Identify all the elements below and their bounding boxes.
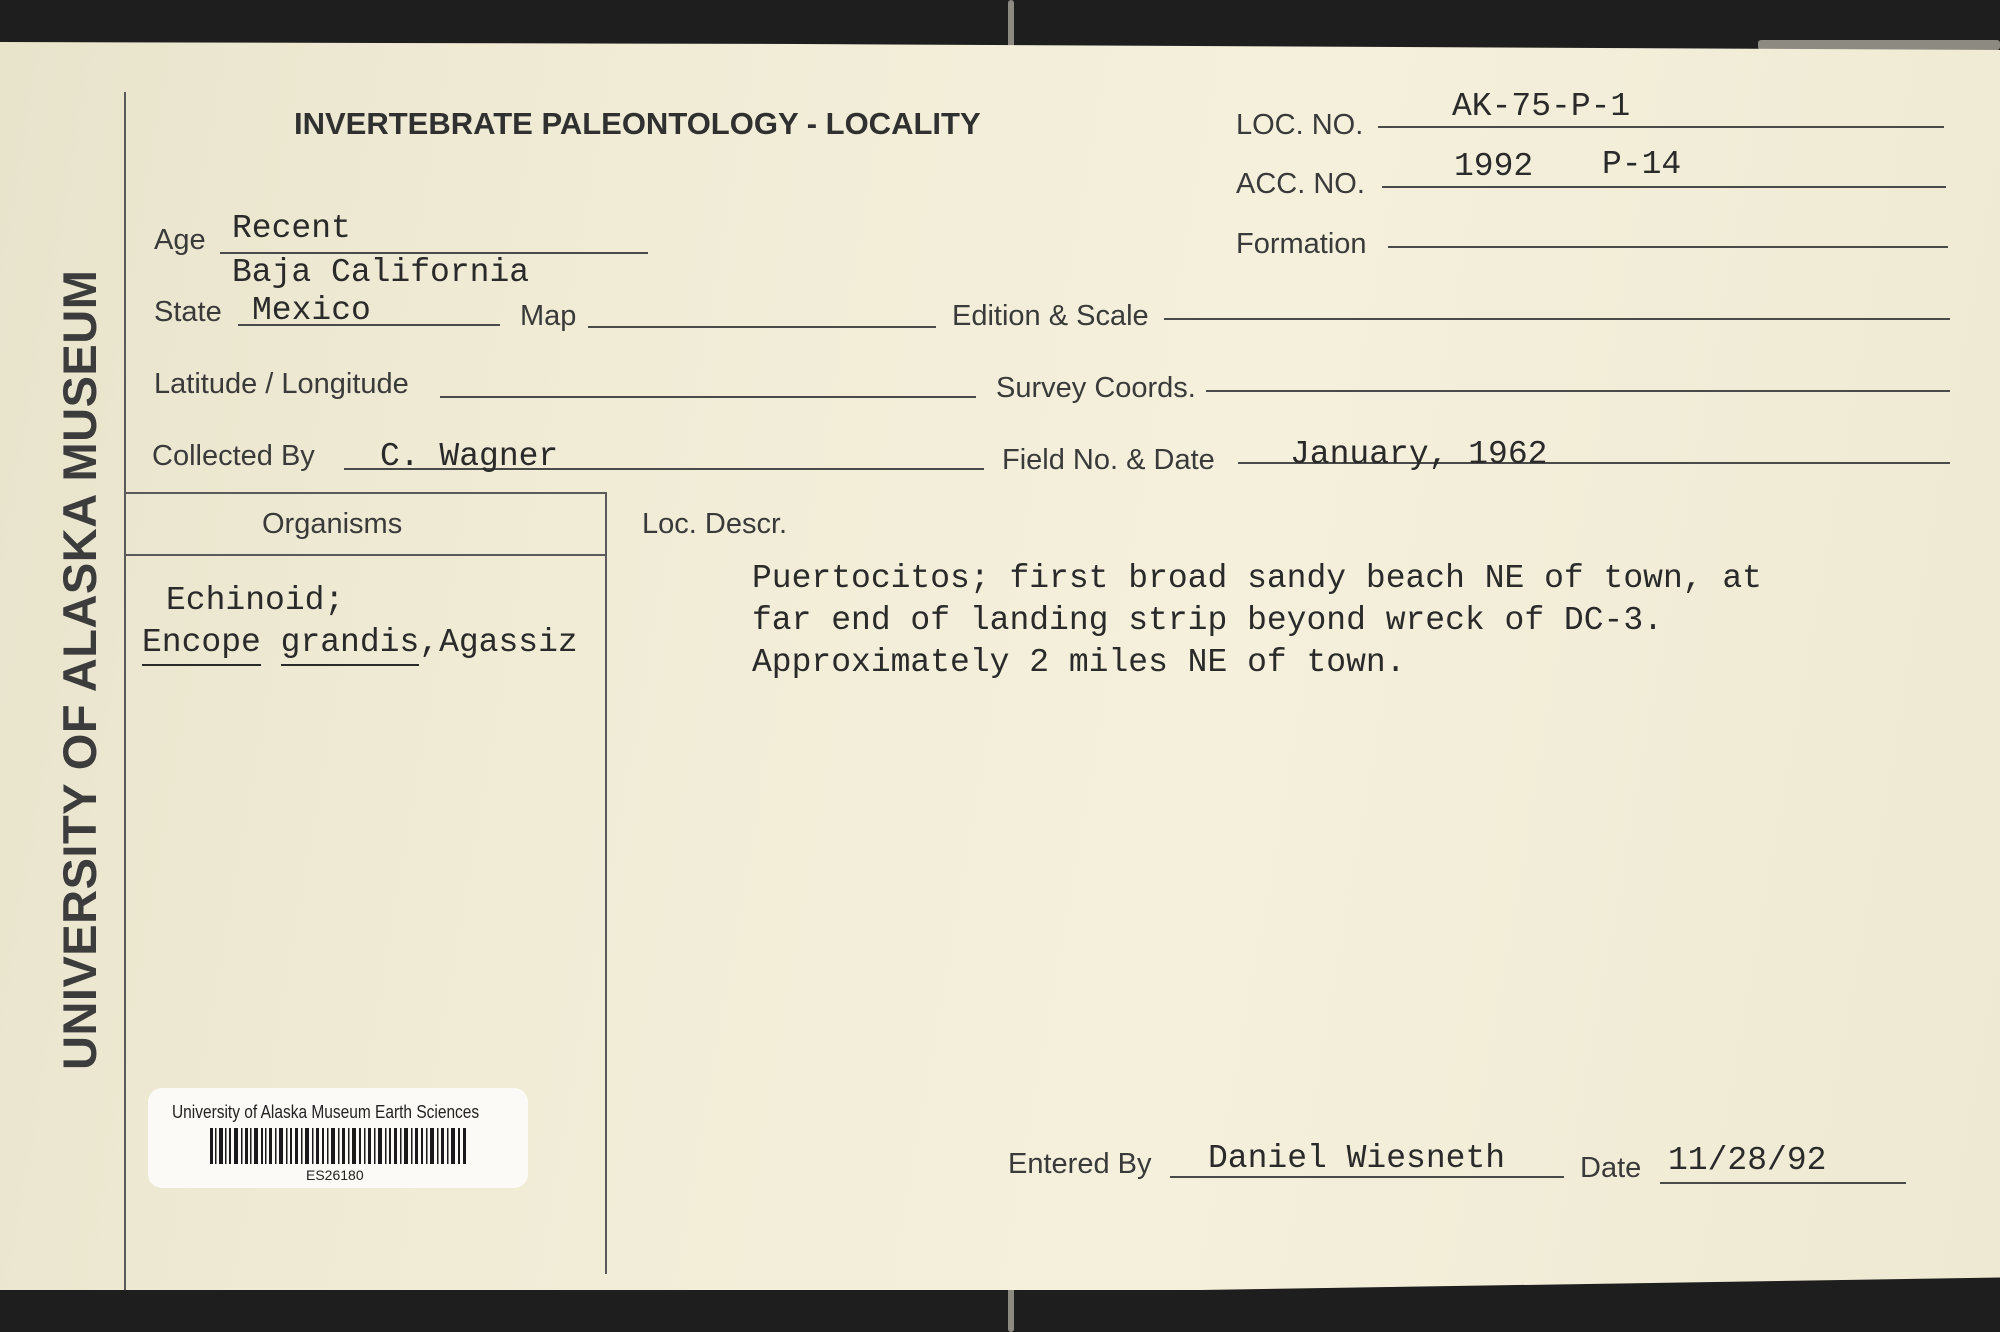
loc-descr-line-2: far end of landing strip beyond wreck of DC-3. — [752, 602, 1663, 639]
left-margin-line — [124, 92, 126, 1290]
acc-no-label: ACC. NO. — [1236, 168, 1365, 200]
acc-no-year: 1992 — [1454, 148, 1534, 185]
entered-by-label: Entered By — [1008, 1148, 1152, 1180]
region-value: Baja California — [232, 254, 530, 291]
loc-no-rule — [1378, 126, 1944, 128]
lat-long-label: Latitude / Longitude — [154, 368, 409, 400]
barcode-number: ES26180 — [306, 1167, 364, 1183]
card-title: INVERTEBRATE PALEONTOLOGY - LOCALITY — [294, 106, 981, 141]
organisms-header-rule — [124, 554, 606, 556]
collected-by-value: C. Wagner — [380, 438, 559, 475]
edition-scale-rule — [1164, 318, 1950, 320]
entered-date-value: 11/28/92 — [1668, 1142, 1827, 1179]
lat-long-rule — [440, 396, 976, 398]
organism-species: grandis — [281, 624, 420, 666]
age-value: Recent — [232, 210, 351, 247]
loc-descr-line-3: Approximately 2 miles NE of town. — [752, 644, 1406, 681]
field-no-date-label: Field No. & Date — [1002, 444, 1215, 476]
entered-by-value: Daniel Wiesneth — [1208, 1140, 1506, 1177]
museum-side-text: UNIVERSITY OF ALASKA MUSEUM — [53, 269, 106, 1070]
acc-no-rule — [1382, 186, 1946, 188]
formation-rule — [1388, 246, 1948, 248]
survey-coords-label: Survey Coords. — [996, 372, 1196, 404]
top-right-clip — [1758, 40, 2000, 50]
map-rule — [588, 326, 936, 328]
barcode-bars — [210, 1128, 466, 1164]
organism-line-2 — [142, 626, 578, 659]
map-label: Map — [520, 300, 577, 332]
loc-no-value: AK-75-P-1 — [1452, 88, 1631, 125]
entered-date-rule — [1660, 1182, 1906, 1184]
survey-coords-rule — [1206, 390, 1950, 392]
acc-no-code: P-14 — [1602, 146, 1682, 183]
organism-line-1: Echinoid; — [166, 582, 345, 619]
entered-date-label: Date — [1580, 1152, 1642, 1184]
barcode-label — [148, 1088, 528, 1188]
organisms-box-top — [124, 492, 606, 494]
loc-no-label: LOC. NO. — [1236, 109, 1364, 141]
edition-scale-label: Edition & Scale — [952, 300, 1149, 332]
age-label: Age — [154, 224, 206, 256]
loc-descr-label: Loc. Descr. — [642, 508, 788, 540]
organism-genus: Encope — [142, 624, 261, 666]
field-date-value: January, 1962 — [1290, 436, 1548, 473]
state-value: Mexico — [252, 292, 371, 329]
loc-descr-line-1: Puertocitos; first broad sandy beach NE of town, at — [752, 560, 1762, 597]
state-label: State — [154, 296, 222, 328]
formation-label: Formation — [1236, 228, 1367, 260]
organism-author: ,Agassiz — [419, 624, 578, 661]
organisms-box-right — [605, 492, 607, 1274]
barcode-title: University of Alaska Museum Earth Sciences — [172, 1102, 480, 1122]
collected-by-label: Collected By — [152, 440, 315, 472]
organisms-header: Organisms — [262, 508, 403, 540]
